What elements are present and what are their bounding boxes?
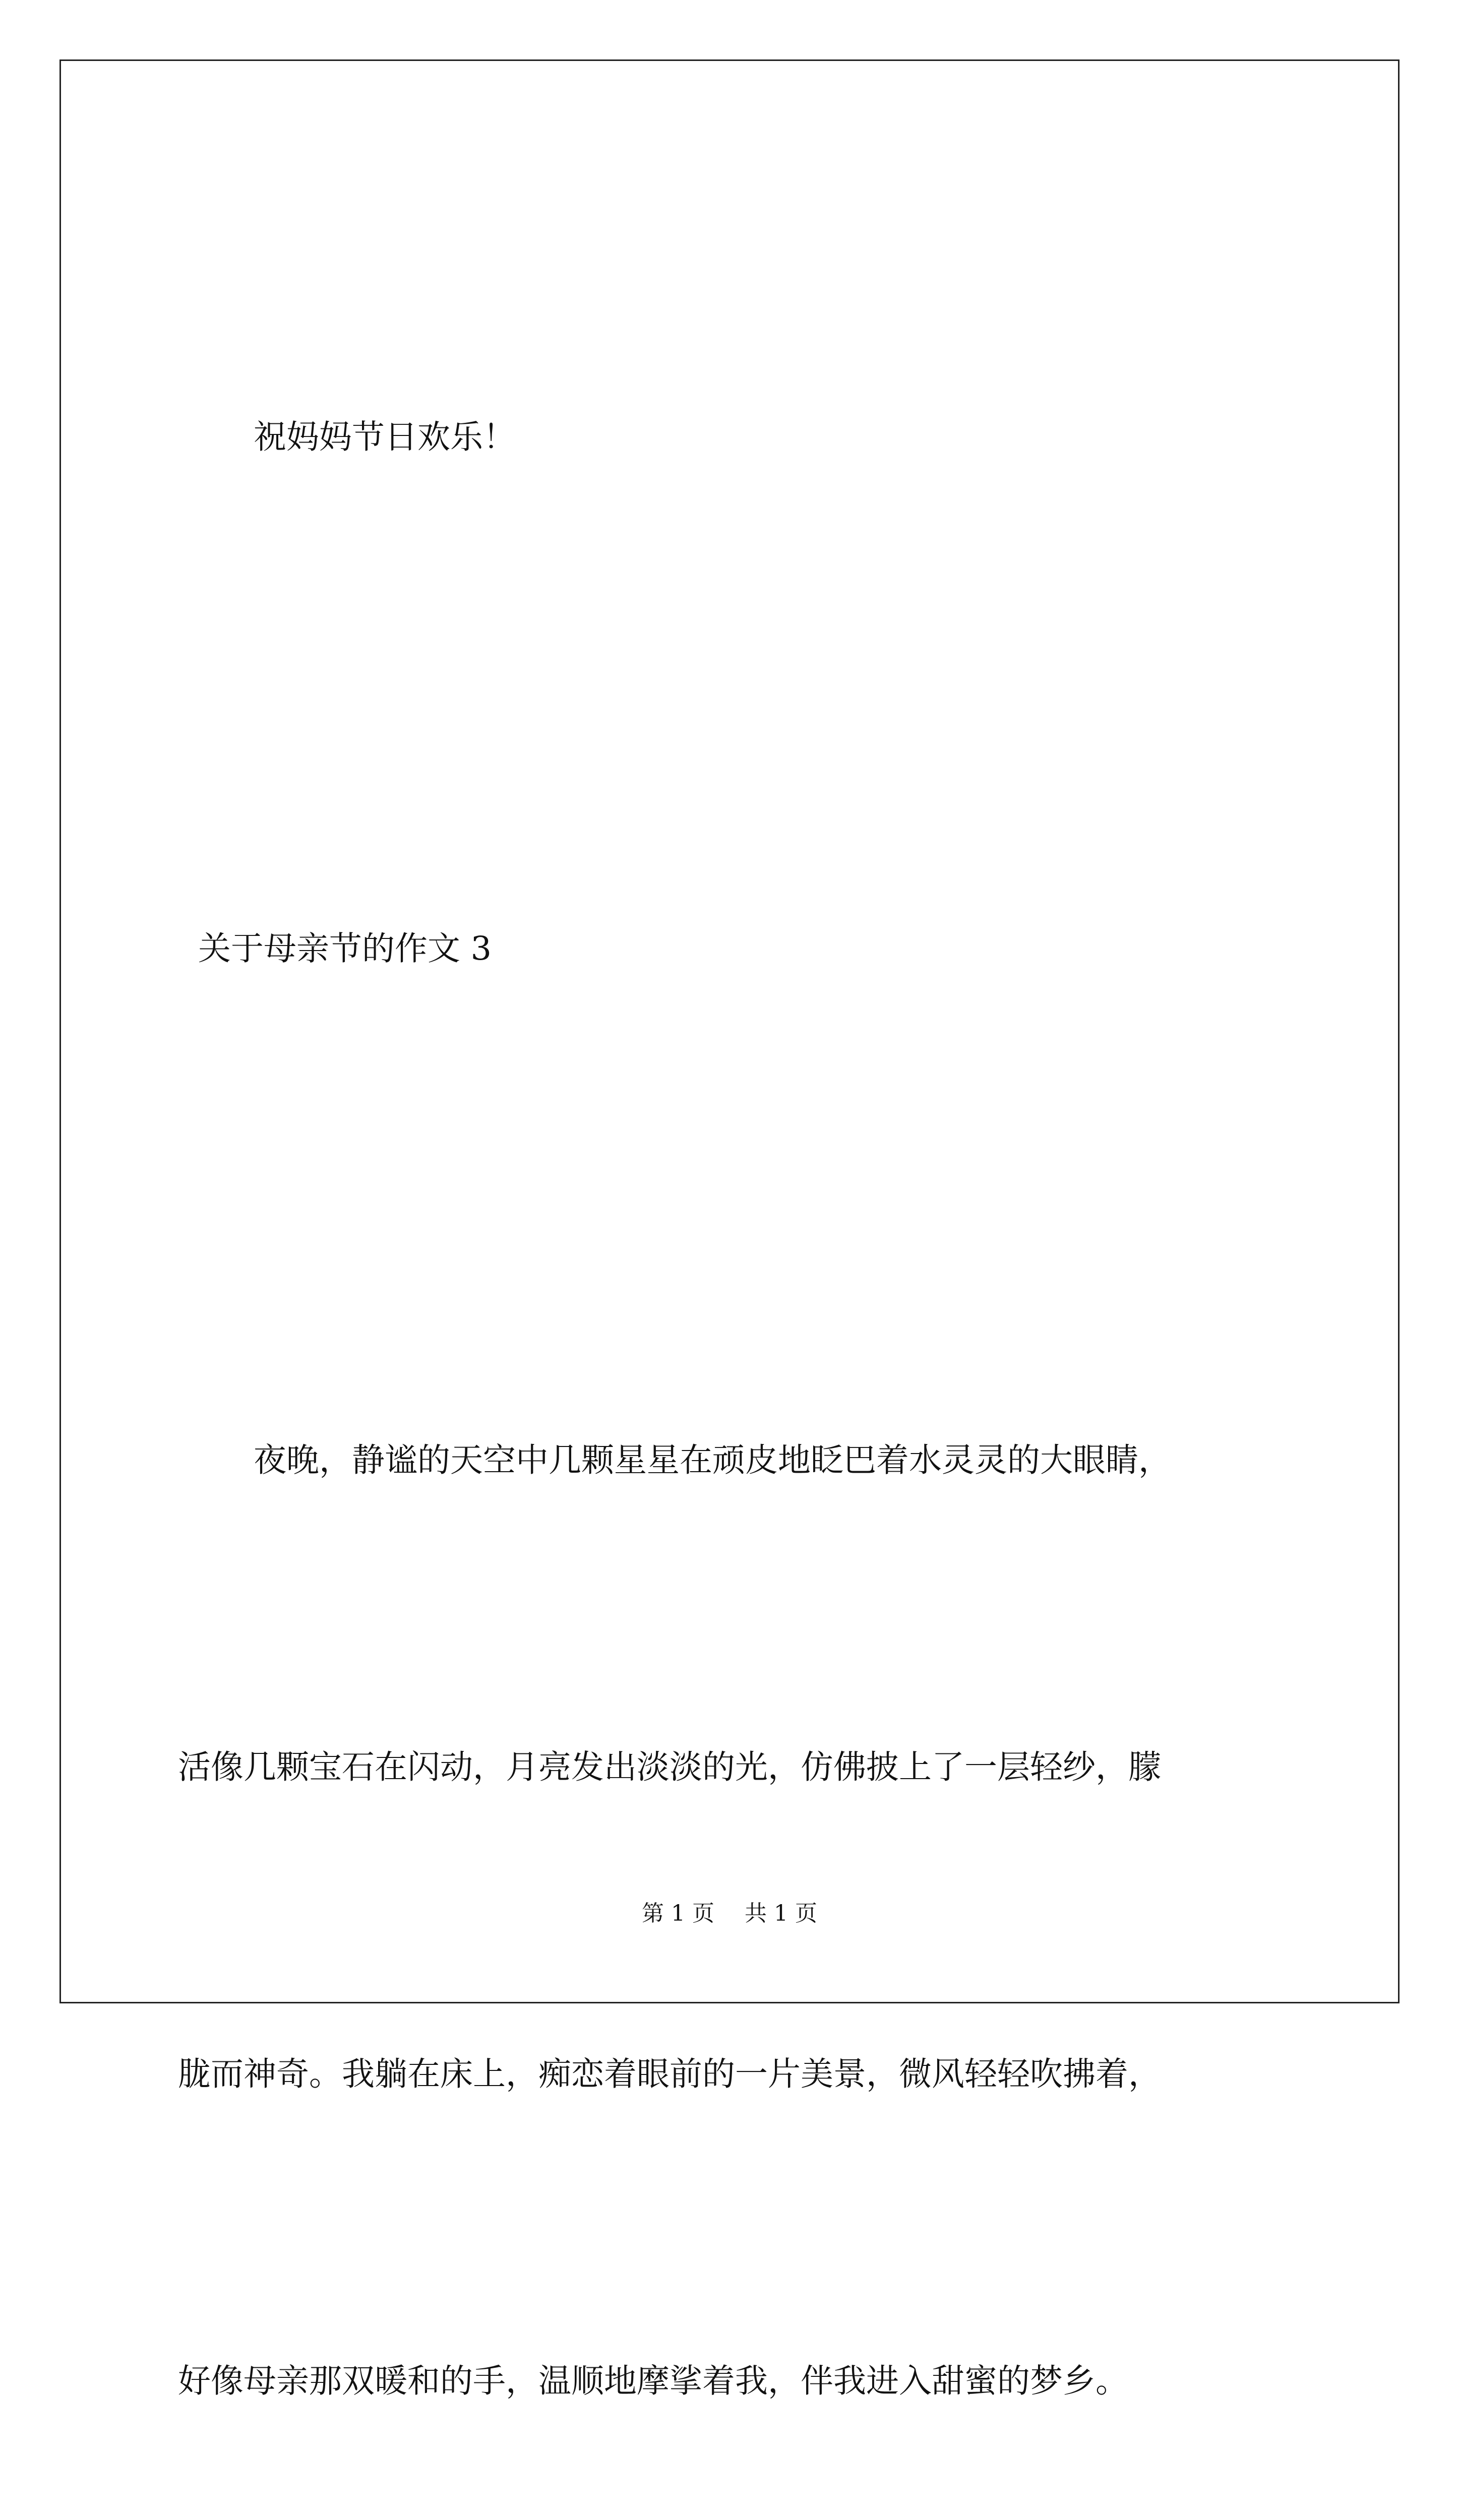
page-footer: [0, 1895, 1459, 1927]
essay-heading: [178, 693, 1287, 1205]
document-body: [178, 181, 1287, 2520]
closing-wish-paragraph: [178, 181, 1287, 693]
text-line: 好像母亲那双暖和的手，温顺地摩挲着我，伴我进入甜蜜的梦乡。: [178, 2362, 1129, 2400]
page-number: 第 1 页: [642, 1901, 714, 1926]
text-line: 胧而神奇。我躺在床上，痴恋着眼前的一片美景，微风轻轻吹拂着，: [178, 2055, 1162, 2093]
essay-title: 关于母亲节的作文 3: [198, 930, 492, 968]
text-line: 祝妈妈节日欢乐！: [254, 418, 516, 456]
text-line: 活像几颗宝石在闪动，月亮发出淡淡的光，仿佛披上了一层轻纱，朦: [178, 1748, 1162, 1786]
page-total: 共 1 页: [745, 1901, 817, 1926]
text-line: 夜晚，静谧的天空中几颗星星在顽皮地眨巴着水灵灵的大眼睛，: [254, 1441, 1172, 1479]
paragraph-1: [178, 1205, 1287, 2520]
